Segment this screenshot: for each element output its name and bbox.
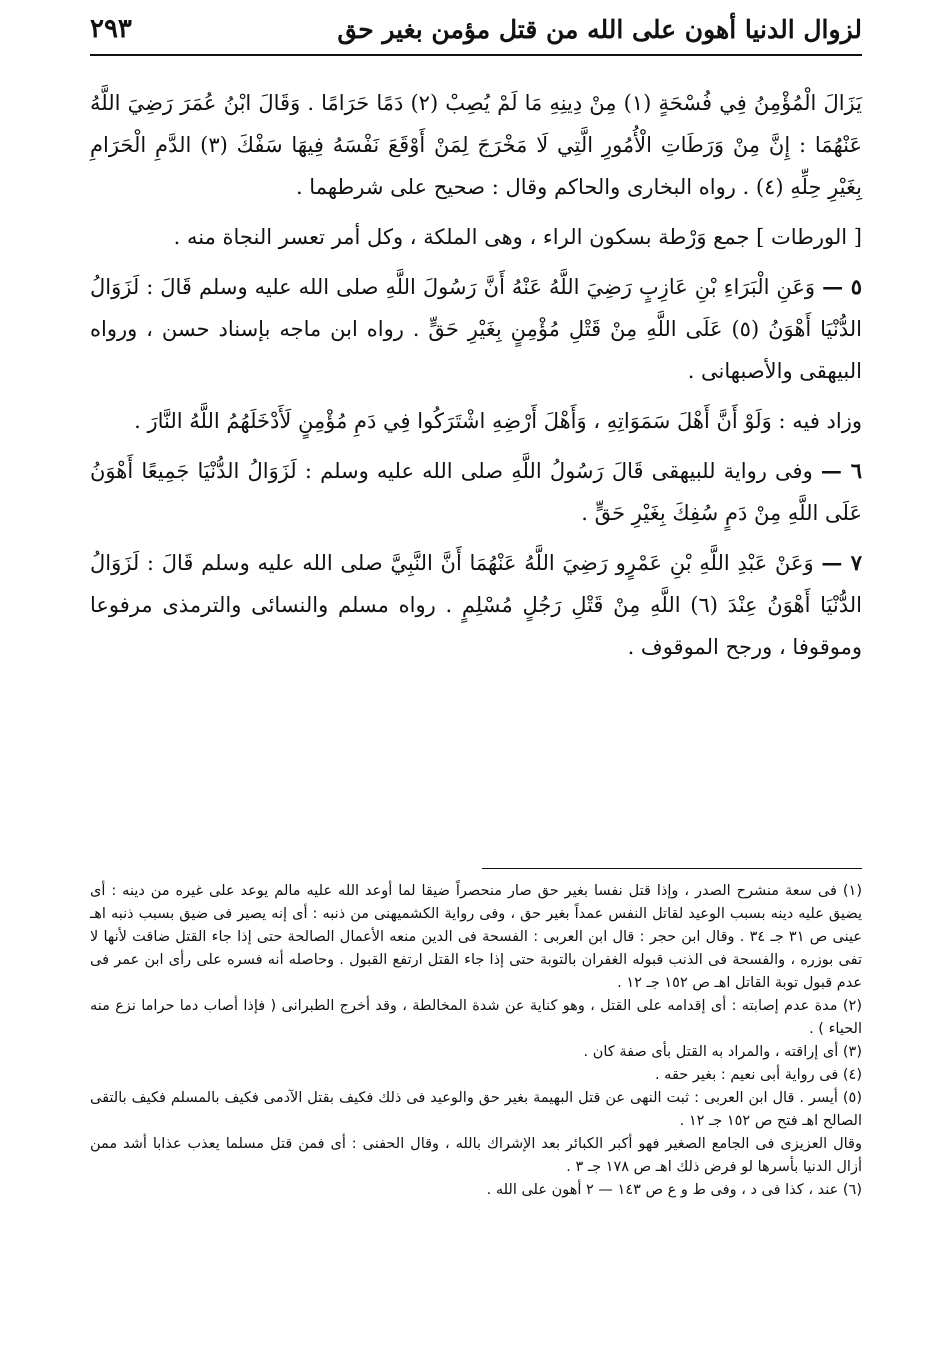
footnote-6: (٦) عند ، كذا فى د ، وفى ط و ع ص ١٤٣ — ٢ أهون على الله .	[486, 1182, 862, 1198]
footnote-1: (١) فى سعة منشرح الصدر ، وإذا قتل نفسا بغير حق صار منحصراً ضيقا لما أوعد الله عليه مالم يوعد على غيره من دينه : أى يضيق عليه دينه بسبب الوعيد لقاتل النفس عمداً بغير حق ، وفى رواية الكشميهنى من ذنبه : أى إنه يصير فى ضيق بسبب ذنبه اهـ عينى ص ٣١ جـ ٣٤ . وقال ابن حجر : قال ابن العربى : الفسحة فى الدين منعه الأعمال الصالحة حتى إذا جاء القتل ضاقت لأنها لا تفى بوزره ، والفسحة فى الذنب قبوله الغفران بالتوبة حتى إذا جاء القتل ارتفع القبول . وحاصله أنه فسره على رأى ابن عمر فى عدم قبول توبة القاتل اهـ ص ١٥٢ جـ ١٢ .	[90, 883, 862, 991]
hadith-5	[90, 266, 862, 392]
footnote-4: (٤) فى رواية أبى نعيم : بغير حقه .	[654, 1067, 862, 1083]
footnote-5: (٥) أيسر . قال ابن العربى : ثبت النهى عن قتل البهيمة بغير حق والوعيد فى ذلك فكيف بقتل الآدمى فكيف بالمسلم فكيف بالتقى الصالح اهـ فتح ص ١٥٢ جـ ١٢ .	[90, 1090, 862, 1129]
page-number: ٢٩٣	[90, 14, 132, 44]
page-header	[90, 8, 862, 50]
footnotes	[90, 880, 862, 1202]
footnote-3: (٣) أى إراقته ، والمراد به القتل بأى صفة كان .	[583, 1044, 862, 1060]
hadith-text: وَعَنِ الْبَرَاءِ بْنِ عَازِبٍ رَضِيَ اللَّهُ عَنْهُ أَنَّ رَسُولَ اللَّهِ صلى الله عليه وسلم قَالَ : لَزَوَالُ الدُّنْيَا أَهْوَنُ (٥) عَلَى اللَّهِ مِنْ قَتْلِ مُؤْمِنٍ بِغَيْرِ حَقٍّ . رواه ابن ماجه بإسناد حسن ، ورواه البيهقى والأصبهانى .	[90, 275, 862, 383]
hadith-number: ٥ —	[822, 274, 862, 299]
hadith-number: ٧ —	[821, 550, 862, 575]
main-text	[90, 82, 862, 676]
header-rule	[90, 54, 862, 56]
footnote-separator	[482, 868, 862, 869]
paragraph-addition: وزاد فيه : وَلَوْ أَنَّ أَهْلَ سَمَوَاتِهِ ، وَأَهْلَ أَرْضِهِ اشْتَرَكُوا فِي دَمِ مُؤْمِنٍ لَأَدْخَلَهُمُ اللَّهُ النَّارَ .	[134, 409, 862, 433]
hadith-text: وفى رواية للبيهقى قَالَ رَسُولُ اللَّهِ صلى الله عليه وسلم : لَزَوَالُ الدُّنْيَا جَمِيعًا أَهْوَنُ عَلَى اللَّهِ مِنْ دَمٍ سُفِكَ بِغَيْرِ حَقٍّ .	[90, 459, 862, 525]
paragraph-ibn-umar: يَزَالَ الْمُؤْمِنُ فِي فُسْحَةٍ (١) مِنْ دِينِهِ مَا لَمْ يُصِبْ (٢) دَمًا حَرَامًا . وَقَالَ ابْنُ عُمَرَ رَضِيَ اللَّهُ عَنْهُمَا : إِنَّ مِنْ وَرَطَاتِ الْأُمُورِ الَّتِي لَا مَخْرَجَ لِمَنْ أَوْقَعَ نَفْسَهُ فِيهَا سَفْكَ (٣) الدَّمِ الْحَرَامِ بِغَيْرِ حِلِّهِ (٤) . رواه البخارى والحاكم وقال : صحيح على شرطهما .	[90, 91, 862, 199]
paragraph-glossary: [ الورطات ] جمع وَرْطة بسكون الراء ، وهى الملكة ، وكل أمر تعسر النجاة منه .	[173, 225, 862, 249]
hadith-7	[90, 542, 862, 668]
footnote-2: (٢) مدة عدم إصابته : أى إقدامه على القتل ، وهو كناية عن شدة المخالطة ، وقد أخرج الطبرانى ( فإذا أصاب دما حراما نزع منه الحياء ) .	[90, 998, 862, 1037]
running-title: لزوال الدنيا أهون على الله من قتل مؤمن بغير حق	[337, 14, 862, 44]
hadith-number: ٦ —	[820, 458, 862, 483]
hadith-text: وَعَنْ عَبْدِ اللَّهِ بْنِ عَمْرٍو رَضِيَ اللَّهُ عَنْهُمَا أَنَّ النَّبِيَّ صلى الله عليه وسلم قَالَ : لَزَوَالُ الدُّنْيَا أَهْوَنُ عِنْدَ (٦) اللَّهِ مِنْ قَتْلِ رَجُلٍ مُسْلِمٍ . رواه مسلم والنسائى والترمذى مرفوعا وموقوفا ، ورجح الموقوف .	[90, 551, 863, 659]
hadith-6	[90, 450, 862, 534]
footnote-5-continued: وقال العزيزى فى الجامع الصغير فهو أكبر الكبائر بعد الإشراك بالله ، وقال الحفنى : أى فمن قتل مسلما يعذب عذابا أشد ممن أزال الدنيا بأسرها لو فرض ذلك اهـ ص ١٧٨ جـ ٣ .	[90, 1136, 862, 1175]
